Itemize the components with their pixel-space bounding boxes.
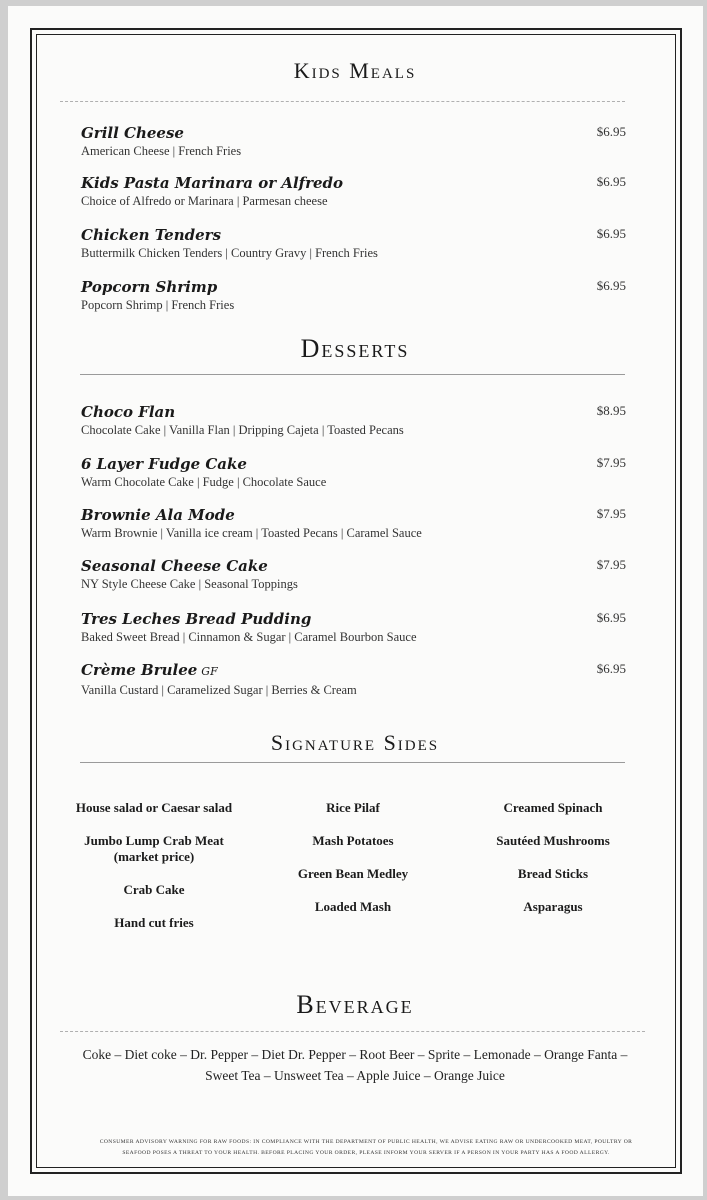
side-item: Green Bean Medley bbox=[297, 866, 409, 881]
menu-item bbox=[81, 278, 626, 313]
menu-item bbox=[81, 661, 626, 698]
side-item: House salad or Caesar salad bbox=[75, 800, 233, 815]
item-description: Choice of Alfredo or Marinara | Parmesan cheese bbox=[81, 194, 328, 208]
beverage-line: Sweet Tea – Unsweet Tea – Apple Juice – Orange Juice bbox=[205, 1068, 505, 1083]
desserts-divider bbox=[80, 374, 625, 375]
side-item: Loaded Mash bbox=[314, 899, 392, 914]
item-name: Chicken Tenders bbox=[81, 226, 222, 244]
item-price: $8.95 bbox=[596, 403, 626, 418]
beverage-divider bbox=[60, 1031, 645, 1032]
item-price: $7.95 bbox=[596, 557, 626, 572]
side-item: Creamed Spinach bbox=[503, 800, 603, 815]
item-description: Vanilla Custard | Caramelized Sugar | Berries & Cream bbox=[81, 683, 357, 697]
beverage-heading: Beverage bbox=[296, 990, 414, 1019]
beverage-line: Coke – Diet coke – Dr. Pepper – Diet Dr. Pepper – Root Beer – Sprite – Lemonade – Orange Fanta – bbox=[82, 1047, 628, 1062]
item-description: Popcorn Shrimp | French Fries bbox=[81, 298, 235, 312]
kids-meals-divider bbox=[60, 101, 625, 102]
item-name: Grill Cheese bbox=[81, 124, 184, 142]
menu-item bbox=[81, 174, 626, 209]
side-item: Jumbo Lump Crab Meat (market price) bbox=[84, 833, 224, 864]
side-item: Rice Pilaf bbox=[326, 800, 380, 815]
side-item: Hand cut fries bbox=[114, 915, 194, 930]
signature-sides-divider bbox=[80, 762, 625, 763]
item-name: Choco Flan bbox=[81, 403, 176, 421]
item-name: Popcorn Shrimp bbox=[81, 278, 218, 296]
menu-item bbox=[81, 455, 626, 490]
menu-item bbox=[81, 506, 626, 541]
side-item: Mash Potatoes bbox=[312, 833, 394, 848]
item-price: $6.95 bbox=[596, 278, 626, 293]
item-description: Baked Sweet Bread | Cinnamon & Sugar | Caramel Bourbon Sauce bbox=[81, 630, 417, 644]
item-price: $7.95 bbox=[596, 506, 626, 521]
advisory-line: SEAFOOD POSES A THREAT TO YOUR HEALTH. BEFORE PLACING YOUR ORDER, PLEASE INFORM YOUR SERVER IF A PERSON IN YOUR PARTY HAS A FOOD ALLERGY. bbox=[122, 1150, 610, 1156]
signature-sides-heading: Signature Sides bbox=[270, 730, 440, 755]
item-description: Warm Chocolate Cake | Fudge | Chocolate Sauce bbox=[81, 475, 327, 489]
item-name: Tres Leches Bread Pudding bbox=[81, 610, 312, 628]
kids-meals-heading: Kids Meals bbox=[293, 58, 417, 83]
item-description: NY Style Cheese Cake | Seasonal Toppings bbox=[81, 577, 298, 591]
item-name: 6 Layer Fudge Cake bbox=[81, 455, 247, 473]
side-item: Asparagus bbox=[523, 899, 583, 914]
side-item: Sautéed Mushrooms bbox=[496, 833, 610, 848]
menu-item bbox=[81, 226, 626, 261]
item-price: $6.95 bbox=[596, 661, 626, 676]
item-description: Warm Brownie | Vanilla ice cream | Toasted Pecans | Caramel Sauce bbox=[81, 526, 422, 540]
item-name bbox=[81, 661, 626, 681]
menu-item bbox=[81, 610, 626, 645]
item-name-text: Crème Brulee bbox=[81, 661, 198, 679]
menu-item bbox=[81, 557, 626, 592]
desserts-heading: Desserts bbox=[300, 334, 410, 363]
advisory-line: CONSUMER ADVISORY WARNING FOR RAW FOODS: IN COMPLIANCE WITH THE DEPARTMENT OF PUBLIC HEALTH, WE ADVISE EATING RAW OR UNDERCOOKED MEAT, POULTRY OR bbox=[99, 1139, 633, 1145]
side-item: Crab Cake bbox=[123, 882, 185, 897]
item-price: $6.95 bbox=[596, 174, 626, 189]
item-description: Chocolate Cake | Vanilla Flan | Dripping Cajeta | Toasted Pecans bbox=[81, 423, 404, 437]
item-name: Seasonal Cheese Cake bbox=[81, 557, 268, 575]
item-price: $6.95 bbox=[596, 226, 626, 241]
item-description: American Cheese | French Fries bbox=[81, 144, 242, 158]
item-price: $6.95 bbox=[596, 124, 626, 139]
sides-column-3 bbox=[453, 800, 653, 932]
item-price: $6.95 bbox=[596, 610, 626, 625]
sides-column-1 bbox=[54, 800, 254, 948]
side-item: Bread Sticks bbox=[517, 866, 589, 881]
sides-column-2 bbox=[253, 800, 453, 932]
beverage-list bbox=[60, 1044, 650, 1086]
item-description: Buttermilk Chicken Tenders | Country Gravy | French Fries bbox=[81, 246, 378, 260]
item-price: $7.95 bbox=[596, 455, 626, 470]
menu-item bbox=[81, 124, 626, 159]
menu-item bbox=[81, 403, 626, 438]
consumer-advisory bbox=[66, 1137, 666, 1159]
gluten-free-tag: GF bbox=[201, 665, 218, 678]
item-name: Kids Pasta Marinara or Alfredo bbox=[81, 174, 344, 192]
item-name: Brownie Ala Mode bbox=[81, 506, 235, 524]
